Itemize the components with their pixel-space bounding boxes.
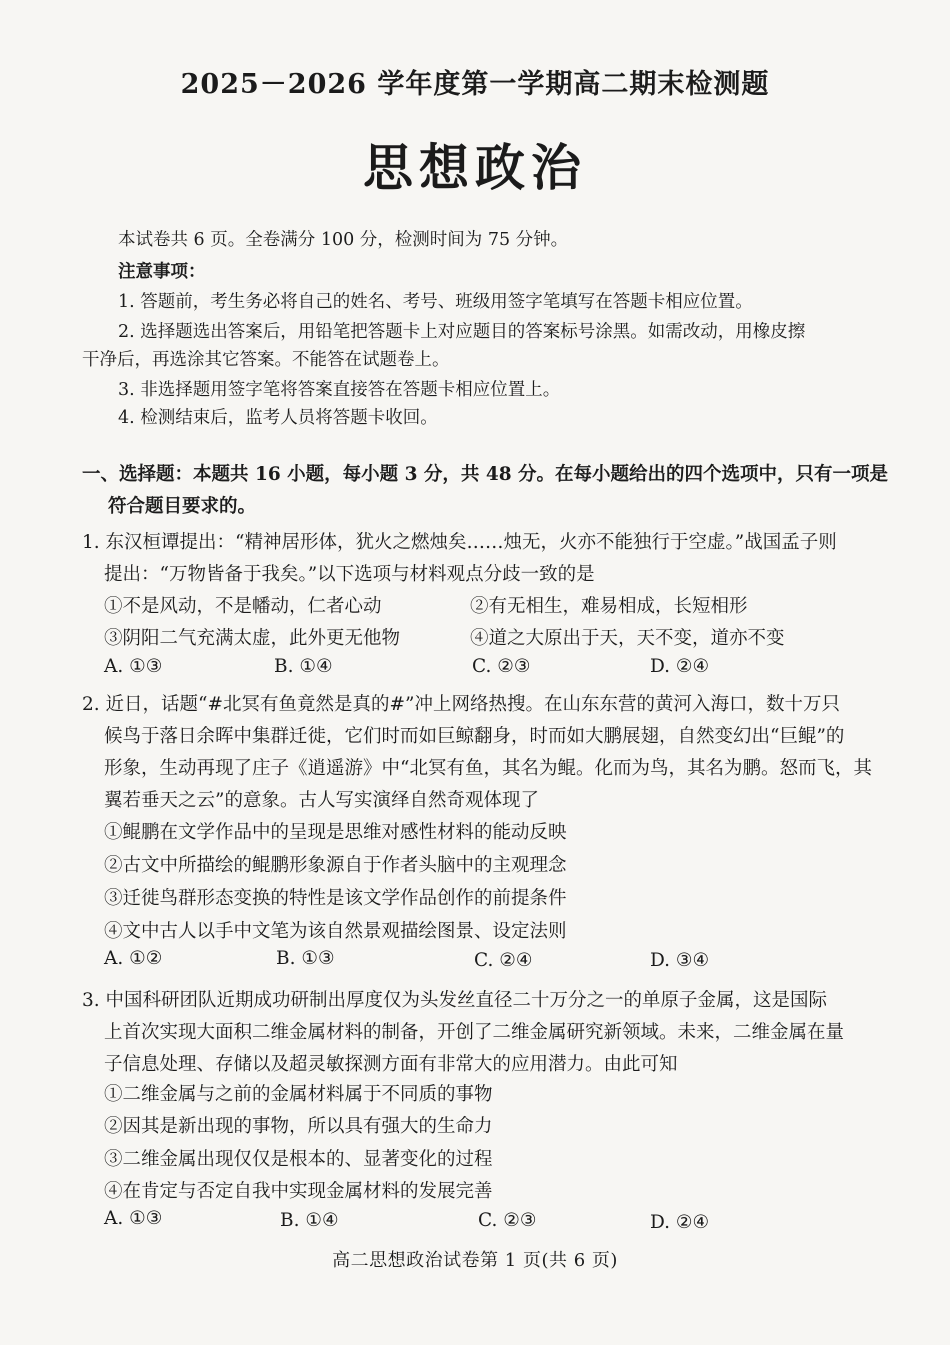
question-stem: 2. 近日，话题“#北冥有鱼竟然是真的#”冲上网络热搜。在山东东营的黄河入海口，数十万只	[82, 694, 840, 715]
statement-4: ④道之大原出于天，天不变，道亦不变	[470, 628, 785, 649]
notice-item-1: 1. 答题前，考生务必将自己的姓名、考号、班级用签字笔填写在答题卡相应位置。	[118, 292, 753, 312]
option-c: C. ②③	[472, 656, 531, 677]
statement-3: ③阴阳二气充满太虚，此外更无他物	[104, 628, 401, 649]
option-d: D. ②④	[650, 656, 710, 677]
option-b: B. ①④	[274, 656, 333, 677]
question-stem: 3. 中国科研团队近期成功研制出厚度仅为头发丝直径二十万分之一的单原子金属，这是国际	[82, 990, 828, 1011]
statement-2: ②因其是新出现的事物，所以具有强大的生命力	[104, 1116, 493, 1137]
statement-1: ①二维金属与之前的金属材料属于不同质的事物	[104, 1084, 493, 1105]
statement-3: ③二维金属出现仅仅是根本的、显著变化的过程	[104, 1149, 493, 1170]
statement-2: ②古文中所描绘的鲲鹏形象源自于作者头脑中的主观理念	[104, 855, 567, 876]
question-stem: 翼若垂天之云”的意象。古人写实演绎自然奇观体现了	[104, 790, 539, 811]
exam-title: 2025－2026 学年度第一学期高二期末检测题	[180, 69, 770, 100]
option-a: A. ①③	[104, 1208, 163, 1229]
statement-3: ③迁徙鸟群形态变换的特性是该文学作品创作的前提条件	[104, 888, 567, 909]
notice-item-2-line-1: 2. 选择题选出答案后，用铅笔把答题卡上对应题目的答案标号涂黑。如需改动，用橡皮擦	[118, 322, 806, 342]
option-d: D. ②④	[650, 1212, 710, 1233]
question-stem: 上首次实现大面积二维金属材料的制备，开创了二维金属研究新领域。未来，二维金属在量	[104, 1022, 845, 1043]
question-stem: 1. 东汉桓谭提出：“精神居形体，犹火之燃烛矣……烛无，火亦不能独行于空虚。”战国孟子则	[82, 532, 837, 553]
statement-1: ①鲲鹏在文学作品中的呈现是思维对感性材料的能动反映	[104, 822, 567, 843]
section-heading-line-2: 符合题目要求的。	[108, 496, 257, 517]
option-d: D. ③④	[650, 950, 710, 971]
question-stem: 提出：“万物皆备于我矣。”以下选项与材料观点分歧一致的是	[104, 564, 595, 585]
statement-4: ④在肯定与否定自我中实现金属材料的发展完善	[104, 1181, 493, 1202]
notice-item-2-line-2: 干净后，再选涂其它答案。不能答在试题卷上。	[82, 350, 450, 370]
notice-title: 注意事项：	[118, 262, 206, 282]
option-a: A. ①③	[104, 656, 163, 677]
notice-item-3: 3. 非选择题用签字笔将答案直接答在答题卡相应位置上。	[118, 380, 561, 400]
notice-item-4: 4. 检测结束后，监考人员将答题卡收回。	[118, 408, 438, 428]
exam-intro: 本试卷共 6 页。全卷满分 100 分，检测时间为 75 分钟。	[118, 230, 569, 250]
question-stem: 子信息处理、存储以及超灵敏探测方面有非常大的应用潜力。由此可知	[104, 1054, 678, 1075]
option-c: C. ②④	[474, 950, 533, 971]
statement-1: ①不是风动，不是幡动，仁者心动	[104, 596, 382, 617]
option-b: B. ①④	[280, 1210, 339, 1231]
subject-title: 思想政治	[363, 138, 587, 197]
page-footer: 高二思想政治试卷第 1 页(共 6 页)	[332, 1250, 618, 1271]
question-stem: 形象，生动再现了庄子《逍遥游》中“北冥有鱼，其名为鲲。化而为鸟，其名为鹏。怒而飞，其	[104, 758, 872, 779]
option-b: B. ①③	[276, 948, 335, 969]
statement-4: ④文中古人以手中文笔为该自然景观描绘图景、设定法则	[104, 921, 567, 942]
statement-2: ②有无相生，难易相成，长短相形	[470, 596, 748, 617]
option-a: A. ①②	[104, 948, 163, 969]
question-stem: 候鸟于落日余晖中集群迁徙，它们时而如巨鲸翻身，时而如大鹏展翅，自然变幻出“巨鲲”的	[104, 726, 845, 747]
option-c: C. ②③	[478, 1210, 537, 1231]
section-heading-line-1: 一、选择题：本题共 16 小题，每小题 3 分，共 48 分。在每小题给出的四个选项中，只有一项是	[82, 464, 889, 485]
